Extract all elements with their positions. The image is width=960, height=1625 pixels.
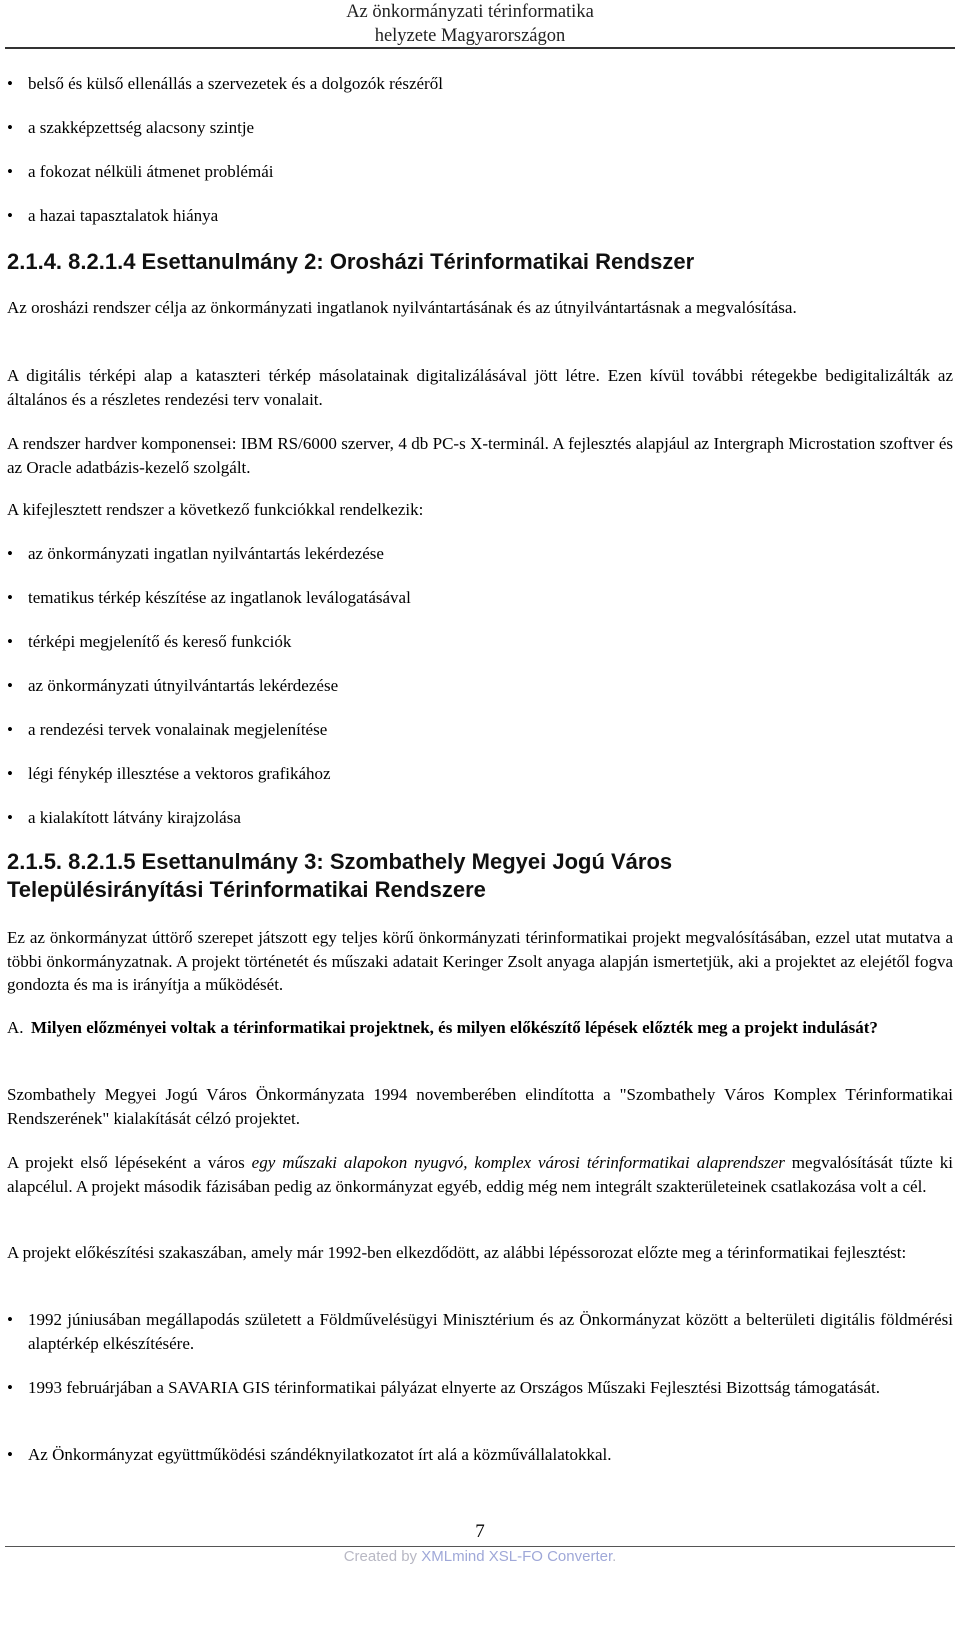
question-block [7, 1016, 953, 1040]
bullet-icon: • [7, 544, 13, 563]
list-item: • a fokozat nélküli átmenet problémái [7, 160, 953, 184]
bullet-icon: • [7, 764, 13, 783]
bullet-icon: • [7, 1310, 13, 1329]
running-header-line2: helyzete Magyarországon [374, 26, 566, 46]
list-item: • tematikus térkép készítése az ingatlanok leválogatásával [7, 586, 953, 610]
bullet-icon: • [7, 632, 13, 651]
bullet-icon: • [7, 588, 13, 607]
running-header-line1: Az önkormányzati térinformatika [346, 2, 594, 22]
bullet-icon: • [7, 74, 13, 93]
list-item: • az önkormányzati ingatlan nyilvántartás lekérdezése [7, 542, 953, 566]
bullet-icon: • [7, 206, 13, 225]
list-item: • légi fénykép illesztése a vektoros grafikához [7, 762, 953, 786]
footer-brand-link[interactable]: XMLmind XSL-FO Converter [421, 1548, 613, 1565]
header-divider [5, 47, 955, 49]
question-text: Milyen előzményei voltak a térinformatikai projektnek, és milyen előkészítő lépések előzték meg a projekt indulását? [31, 1018, 878, 1037]
list-item: • a szakképzettség alacsony szintje [7, 116, 953, 140]
list-item: • a rendezési tervek vonalainak megjelenítése [7, 718, 953, 742]
paragraph: A digitális térképi alap a kataszteri térkép másolatainak digitalizálásával jött létre. Ezen kívül további rétegekbe bedigitalizálták az általános és a részletes rendezési terv vonalait. [7, 366, 953, 409]
question-label: A. [7, 1018, 24, 1037]
paragraph: Szombathely Megyei Jogú Város Önkormányzata 1994 novemberében elindította a "Szombathely Város Komplex Térinformatikai Rendszerének" kialakítását célzó projektet. [7, 1085, 953, 1128]
section-heading: 2.1.4. 8.2.1.4 Esettanulmány 2: Orosházi Térinformatikai Rendszer [7, 249, 695, 274]
footer-divider [5, 1546, 955, 1547]
bullet-icon: • [7, 720, 13, 739]
emphasis: egy műszaki alapokon nyugvó, komplex városi térinformatikai alaprendszer [251, 1153, 785, 1172]
list-item: • Az Önkormányzat együttműködési szándéknyilatkozatot írt alá a közművállalatokkal. [7, 1443, 953, 1467]
footer: Created by XMLmind XSL-FO Converter. [343, 1548, 617, 1565]
paragraph: Az orosházi rendszer célja az önkormányzati ingatlanok nyilvántartásának és az útnyilvántartásnak a megvalósítása. [7, 298, 797, 317]
bullet-icon: • [7, 808, 13, 827]
paragraph: Ez az önkormányzat úttörő szerepet játszott egy teljes körű önkormányzati térinformatikai projekt megvalósításában, ezzel utat mutatva a többi önkormányzatnak. A projekt történetét és műszaki adatait Keringer Zsolt anyaga alapján ismertetjük, aki a projektet az elejétől fogva gondozta és ma is irányítja a működését. [7, 928, 953, 994]
paragraph: A kifejlesztett rendszer a következő funkciókkal rendelkezik: [7, 500, 424, 519]
bullet-icon: • [7, 162, 13, 181]
list-item: • belső és külső ellenállás a szervezetek és a dolgozók részéről [7, 72, 953, 96]
list-item: • térképi megjelenítő és kereső funkciók [7, 630, 953, 654]
bullet-icon: • [7, 1378, 13, 1397]
section-heading: 2.1.5. 8.2.1.5 Esettanulmány 3: Szombathely Megyei Jogú Város Településirányítási Térinformatikai Rendszere [7, 849, 673, 902]
bullet-icon: • [7, 676, 13, 695]
paragraph: A projekt előkészítési szakaszában, amely már 1992-ben elkezdődött, az alábbi lépéssorozat előzte meg a térinformatikai fejlesztést: [7, 1243, 907, 1262]
running-header [320, 0, 620, 48]
list-item: • 1992 júniusában megállapodás született a Földművelésügyi Minisztérium és az Önkormányzat között a belterületi digitális földmérési alaptérkép elkészítésére. [7, 1310, 953, 1353]
list-item: • a kialakított látvány kirajzolása [7, 806, 953, 830]
bullet-icon: • [7, 118, 13, 137]
paragraph: A rendszer hardver komponensei: IBM RS/6000 szerver, 4 db PC-s X-terminál. A fejlesztés alapjául az Intergraph Microstation szoftver és az Oracle adatbázis-kezelő szolgált. [7, 434, 953, 477]
list-item: • az önkormányzati útnyilvántartás lekérdezése [7, 674, 953, 698]
list-item: • a hazai tapasztalatok hiánya [7, 204, 953, 228]
page-number: 7 [475, 1521, 485, 1542]
bullet-icon: • [7, 1445, 13, 1464]
paragraph: A projekt első lépéseként a város egy műszaki alapokon nyugvó, komplex városi térinformatikai alaprendszer megvalósítását tűzte ki alapcélul. A projekt második fázisában pedig az önkormányzat egyéb, eddig még nem integrált szakterületeinek csatlakozása volt a cél. [7, 1153, 953, 1196]
list-item: • 1993 februárjában a SAVARIA GIS térinformatikai pályázat elnyerte az Országos Műszaki Fejlesztési Bizottság támogatását. [7, 1376, 953, 1400]
